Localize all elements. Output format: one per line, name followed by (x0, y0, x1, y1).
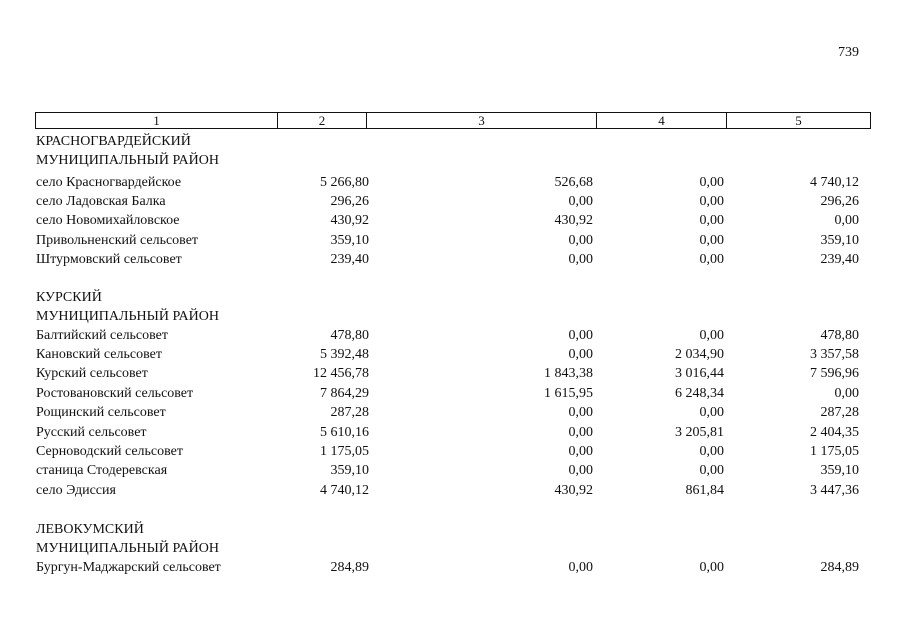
row-col-3: 430,92 (554, 483, 593, 498)
row-col-2: 4 740,12 (320, 483, 369, 498)
row-col-2: 5 266,80 (320, 175, 369, 190)
row-col-5: 296,26 (820, 194, 859, 209)
row-col-3: 0,00 (568, 463, 593, 478)
row-col-5: 4 740,12 (810, 175, 859, 190)
row-col-4: 0,00 (699, 175, 724, 190)
row-col-4: 0,00 (699, 252, 724, 267)
row-col-4: 2 034,90 (675, 347, 724, 362)
row-col-4: 0,00 (699, 233, 724, 248)
row-col-2: 1 175,05 (320, 444, 369, 459)
row-col-3: 430,92 (554, 213, 593, 228)
row-name: Рощинский сельсовет (36, 405, 166, 420)
table-row (36, 173, 866, 192)
row-col-2: 7 864,29 (320, 386, 369, 401)
row-col-5: 1 175,05 (810, 444, 859, 459)
row-name: Штурмовский сельсовет (36, 252, 182, 267)
table-row (36, 403, 866, 422)
section-title: ЛЕВОКУМСКИЙ МУНИЦИПАЛЬНЫЙ РАЙОН (36, 522, 219, 556)
row-col-2: 5 610,16 (320, 425, 369, 440)
row-col-3: 1 843,38 (544, 366, 593, 381)
row-col-2: 287,28 (330, 405, 369, 420)
row-col-3: 1 615,95 (544, 386, 593, 401)
header-col-2: 2 (278, 113, 367, 128)
row-name: село Красногвардейское (36, 175, 182, 190)
row-col-3: 0,00 (568, 252, 593, 267)
row-name: село Эдиссия (36, 483, 116, 498)
row-col-2: 296,26 (330, 194, 369, 209)
row-name: Балтийский сельсовет (36, 328, 169, 343)
section-title: КУРСКИЙ МУНИЦИПАЛЬНЫЙ РАЙОН (36, 290, 219, 324)
table-row (36, 461, 866, 480)
row-col-2: 430,92 (330, 213, 369, 228)
table-row (36, 231, 866, 250)
row-col-3: 0,00 (568, 405, 593, 420)
row-col-3: 526,68 (554, 175, 593, 190)
row-col-4: 0,00 (699, 213, 724, 228)
table-row (36, 558, 866, 577)
row-col-4: 861,84 (685, 483, 724, 498)
row-col-2: 478,80 (330, 328, 369, 343)
row-col-4: 3 205,81 (675, 425, 724, 440)
row-col-4: 0,00 (699, 194, 724, 209)
row-col-4: 6 248,34 (675, 386, 724, 401)
row-col-5: 478,80 (820, 328, 859, 343)
table-row (36, 384, 866, 403)
table-row (36, 481, 866, 500)
table-row (36, 345, 866, 364)
row-col-5: 0,00 (834, 386, 859, 401)
row-name: Русский сельсовет (36, 425, 147, 440)
row-col-4: 0,00 (699, 560, 724, 575)
row-name: Кановский сельсовет (36, 347, 162, 362)
row-col-4: 0,00 (699, 328, 724, 343)
table-header (35, 112, 871, 129)
row-col-5: 3 357,58 (810, 347, 859, 362)
row-col-5: 2 404,35 (810, 425, 859, 440)
row-name: село Ладовская Балка (36, 194, 166, 209)
row-col-4: 0,00 (699, 444, 724, 459)
row-name: станица Стодеревская (36, 463, 168, 478)
row-col-3: 0,00 (568, 233, 593, 248)
row-col-3: 0,00 (568, 194, 593, 209)
row-col-3: 0,00 (568, 425, 593, 440)
row-col-4: 0,00 (699, 463, 724, 478)
row-col-5: 284,89 (820, 560, 859, 575)
header-col-3: 3 (367, 113, 597, 128)
table-row (36, 442, 866, 461)
table-row (36, 192, 866, 211)
row-col-5: 359,10 (820, 233, 859, 248)
row-col-2: 284,89 (330, 560, 369, 575)
row-col-5: 287,28 (820, 405, 859, 420)
section-title: КРАСНОГВАРДЕЙСКИЙ МУНИЦИПАЛЬНЫЙ РАЙОН (36, 134, 219, 168)
table-row (36, 423, 866, 442)
row-col-3: 0,00 (568, 328, 593, 343)
row-name: Привольненский сельсовет (36, 233, 199, 248)
row-col-5: 359,10 (820, 463, 859, 478)
row-col-3: 0,00 (568, 347, 593, 362)
row-col-3: 0,00 (568, 444, 593, 459)
header-col-5: 5 (795, 113, 802, 128)
table-row (36, 326, 866, 345)
row-name: село Новомихайловское (36, 213, 180, 228)
row-col-5: 239,40 (820, 252, 859, 267)
row-col-2: 5 392,48 (320, 347, 369, 362)
header-col-1: 1 (36, 113, 278, 128)
row-col-3: 0,00 (568, 560, 593, 575)
row-name: Курский сельсовет (36, 366, 148, 381)
row-col-2: 239,40 (330, 252, 369, 267)
row-col-2: 359,10 (330, 463, 369, 478)
header-col-4: 4 (597, 113, 727, 128)
page-number: 739 (838, 45, 859, 60)
row-col-5: 7 596,96 (810, 366, 859, 381)
row-col-4: 0,00 (699, 405, 724, 420)
table-row (36, 250, 866, 269)
row-col-5: 0,00 (834, 213, 859, 228)
row-name: Ростовановский сельсовет (36, 386, 194, 401)
row-name: Серноводский сельсовет (36, 444, 183, 459)
row-col-4: 3 016,44 (675, 366, 724, 381)
row-name: Бургун-Маджарский сельсовет (36, 560, 221, 575)
table-row (36, 211, 866, 230)
row-col-2: 12 456,78 (313, 366, 369, 381)
table-row (36, 364, 866, 383)
row-col-2: 359,10 (330, 233, 369, 248)
row-col-5: 3 447,36 (810, 483, 859, 498)
